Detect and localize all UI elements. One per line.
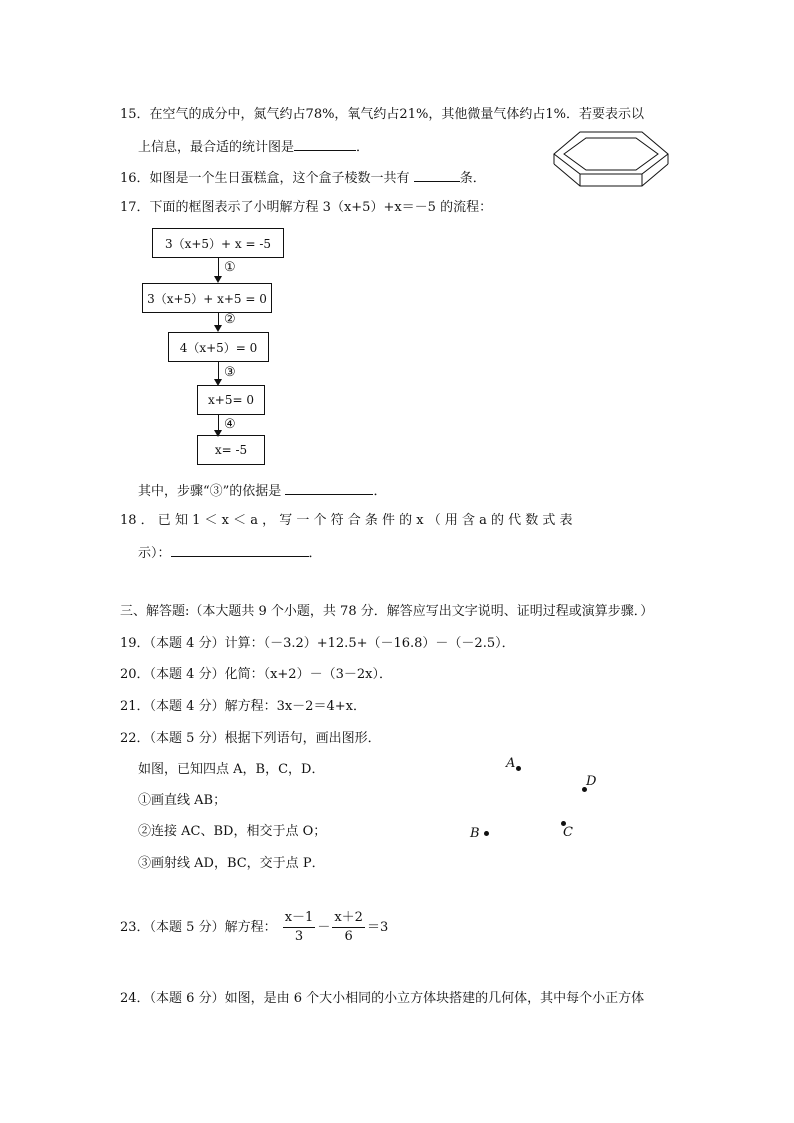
q22-intro: 如图，已知四点 A，B，C，D． xyxy=(138,762,325,777)
flowchart-box-5: x= -5 xyxy=(197,435,265,465)
q24: 24．（本题 6 分）如图，是由 6 个大小相同的小立方体块搭建的几何体，其中每个小正方体 xyxy=(120,991,645,1006)
equation-rhs: ＝3 xyxy=(366,920,389,935)
q22-item-1: ①画直线 AB； xyxy=(138,793,227,808)
q23 xyxy=(120,908,388,948)
fraction-1 xyxy=(283,909,316,946)
fraction-2-denominator: 6 xyxy=(344,929,353,944)
q18-answer-blank[interactable] xyxy=(171,543,309,557)
q18-text: 示）： xyxy=(138,546,171,561)
q15-answer-blank[interactable] xyxy=(294,137,356,151)
q15-line1: 15．在空气的成分中，氮气约占78%，氧气约占21%，其他微量气体约占1%．若要表示以 xyxy=(120,107,644,122)
flowchart-step-3: ③ xyxy=(224,365,236,380)
fraction-2-numerator: x＋2 xyxy=(332,909,365,928)
flowchart-arrow xyxy=(218,258,219,278)
q16-line xyxy=(120,168,486,188)
q20: 20．（本题 4 分）化简：（x+2）－（3－2x）． xyxy=(120,667,392,682)
fraction-1-numerator: x－1 xyxy=(283,909,316,928)
flowchart-box-1: 3（x+5）+ x = -5 xyxy=(152,228,284,258)
point-c-label: C xyxy=(563,825,573,840)
point-a xyxy=(516,766,521,771)
fraction-1-denominator: 3 xyxy=(294,929,304,944)
point-a-label: A xyxy=(506,756,516,771)
q18-end: ． xyxy=(308,546,322,561)
fraction-2 xyxy=(332,909,365,946)
q19: 19．（本题 4 分）计算：（－3.2）+12.5+（－16.8）－（－2.5）． xyxy=(120,636,515,651)
flowchart-box-3: 4（x+5）= 0 xyxy=(168,332,269,362)
flowchart-step-4: ④ xyxy=(224,417,236,432)
q17-question xyxy=(138,481,386,501)
minus-sign: － xyxy=(317,920,331,935)
flowchart-arrow xyxy=(218,362,219,380)
q18-line1: 18 ． 已 知 1 ＜ x ＜ a ， 写 一 个 符 合 条 件 的 x （ 用 含 a 的 代 数 式 表 xyxy=(120,513,573,528)
flowchart-arrow xyxy=(218,415,219,431)
q15-end: ． xyxy=(356,140,370,155)
point-b xyxy=(484,831,489,836)
arrow-head-icon xyxy=(214,276,222,283)
flowchart-box-2: 3（x+5）+ x+5 = 0 xyxy=(142,283,272,313)
flowchart-box-4: x+5= 0 xyxy=(197,385,265,415)
section-3-heading: 三、解答题:（本大题共 9 个小题，共 78 分．解答应写出文字说明、证明过程或演算步骤．） xyxy=(120,604,654,619)
q16-text: 16．如图是一个生日蛋糕盒，这个盒子棱数一共有 xyxy=(120,171,410,186)
q22-item-3: ③画射线 AD，BC，交于点 P． xyxy=(138,856,325,871)
q22-item-2: ②连接 AC、BD，相交于点 O； xyxy=(138,824,327,839)
q17-question-text: 其中，步骤“③”的依据是 xyxy=(138,484,282,499)
arrow-head-icon xyxy=(214,325,222,332)
point-d-label: D xyxy=(586,774,597,789)
q15-text: 上信息，最合适的统计图是 xyxy=(138,140,295,155)
flowchart-step-2: ② xyxy=(224,312,236,327)
q17-end: ． xyxy=(373,484,387,499)
q22-title: 22．（本题 5 分）根据下列语句，画出图形． xyxy=(120,731,381,746)
q18-line2 xyxy=(138,543,322,563)
q16-end: 条． xyxy=(459,171,486,186)
q15-line2 xyxy=(138,137,369,157)
q21: 21．（本题 4 分）解方程：3x－2＝4+x． xyxy=(120,699,366,714)
flowchart-step-1: ① xyxy=(224,260,236,275)
q16-answer-blank[interactable] xyxy=(414,168,460,182)
q23-label: 23．（本题 5 分）解方程： xyxy=(120,920,277,935)
hexagonal-prism-figure xyxy=(550,126,672,192)
q17-intro: 17．下面的框图表示了小明解方程 3（x+5）+x＝－5 的流程： xyxy=(120,200,493,215)
point-b-label: B xyxy=(470,826,480,841)
q17-answer-blank[interactable] xyxy=(285,481,373,495)
